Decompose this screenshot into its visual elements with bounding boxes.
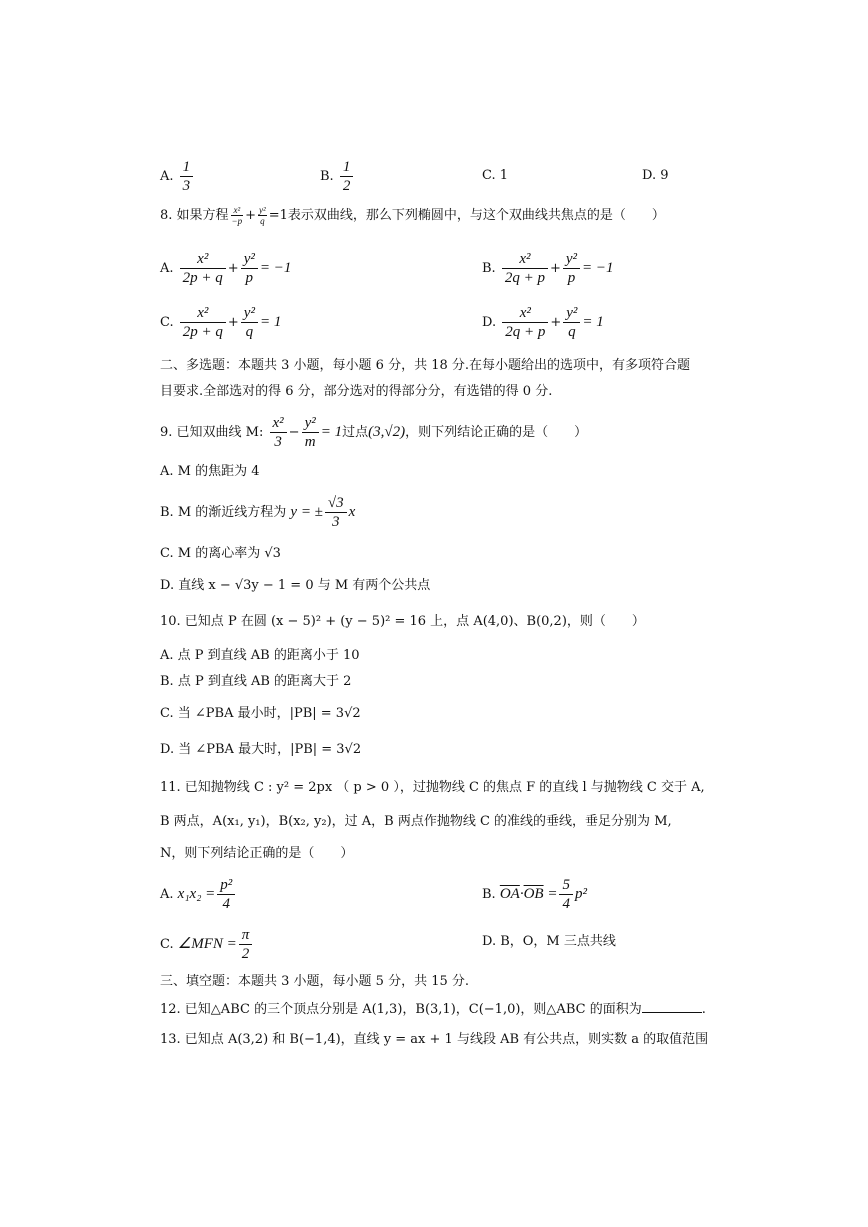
q7-option-c: C. 1 [482, 168, 509, 183]
section2-line1: 二、多选题：本题共 3 小题，每小题 6 分，共 18 分.在每小题给出的选项中，有多项符合题 [160, 358, 691, 373]
q10-option-c: C. 当 ∠PBA 最小时，|PB| = 3√2 [160, 706, 361, 721]
q10-option-b: B. 点 P 到直线 AB 的距离大于 2 [160, 674, 352, 689]
q11-option-b: B. $\overline{OA}\cdot\overline{OB}$ = $\frac{5}{4}$ p² [482, 877, 587, 912]
q11-option-d: D. B，O，M 三点共线 [482, 934, 616, 949]
section2-line2: 目要求.全部选对的得 6 分，部分选对的得部分分，有选错的得 0 分. [160, 384, 553, 399]
q8-option-a: A. $\frac{\text{x²}}{2p + q}$ + $\frac{\text{y²}}{p}$ = −1 [160, 251, 292, 286]
q12-stem: 12. 已知△ABC 的三个顶点分别是 A(1,3)，B(3,1)，C(−1,0)，则△ABC 的面积为 . [160, 1002, 706, 1017]
q10-option-d: D. 当 ∠PBA 最大时，|PB| = 3√2 [160, 742, 362, 757]
q11-option-a: A. x₁x₂ = $\frac{\text{p²}}{4}$ [160, 876, 237, 913]
q11-option-c: C. ∠MFN = $\frac{\pi}{2}$ [160, 926, 254, 963]
section3-heading: 三、填空题：本题共 3 小题，每小题 5 分，共 15 分. [160, 974, 470, 989]
q9-option-d: D. 直线 x − √3y − 1 = 0 与 M 有两个公共点 [160, 578, 431, 593]
fraction: $\frac{1}{3}$ [180, 158, 194, 195]
q7-option-a: A. $\frac{1}{3}$ [160, 158, 195, 195]
q10-stem: 10. 已知点 P 在圆 (x − 5)² + (y − 5)² = 16 上，点 A(4,0)、B(0,2)，则（ ） [160, 614, 645, 629]
q9-option-c: C. M 的离心率为 √3 [160, 546, 281, 561]
q9-option-b: B. M 的渐近线方程为 y = ± $\frac{√3}{3}$ x [160, 495, 356, 530]
q9-stem: 9. 已知双曲线 M: $\frac{\text{x²}}{3}$ − $\frac{\text{y²}}{m}$ = 1过点(3,√2)，则下列结论正确的是（ ） [160, 415, 588, 450]
q13-stem: 13. 已知点 A(3,2) 和 B(−1,4)，直线 y = ax + 1 与线段 AB 有公共点，则实数 a 的取值范围 [160, 1032, 709, 1047]
q8-option-b: B. $\frac{\text{x²}}{2q + p}$ + $\frac{\text{y²}}{p}$ = −1 [482, 251, 614, 286]
q8-option-d: D. $\frac{\text{x²}}{2q + p}$ + $\frac{\text{y²}}{q}$ = 1 [482, 305, 604, 340]
q7-option-d: D. 9 [642, 168, 669, 183]
answer-blank [642, 1000, 702, 1013]
q11-line3: N，则下列结论正确的是（ ） [160, 846, 354, 861]
q8-option-c: C. $\frac{\text{x²}}{2p + q}$ + $\frac{\text{y²}}{q}$ = 1 [160, 305, 282, 340]
q11-line1: 11. 已知抛物线 C : y² = 2px （ p > 0 ），过抛物线 C 的焦点 F 的直线 l 与抛物线 C 交于 A, [160, 780, 705, 795]
q9-option-a: A. M 的焦距为 4 [160, 464, 260, 479]
q7-option-b: B. $\frac{1}{2}$ [320, 158, 355, 195]
q10-option-a: A. 点 P 到直线 AB 的距离小于 10 [160, 648, 360, 663]
q11-line2: B 两点，A(x₁, y₁)，B(x₂, y₂)，过 A，B 两点作抛物线 C 的准线的垂线，垂足分别为 M, [160, 814, 672, 829]
q8-stem: 8. 如果方程 $\frac{\text{x²}}{-p}$ + $\frac{\text{y²}}{q}$ =1表示双曲线，那么下列椭圆中，与这个双曲线共焦点的是（ ） [160, 205, 665, 226]
